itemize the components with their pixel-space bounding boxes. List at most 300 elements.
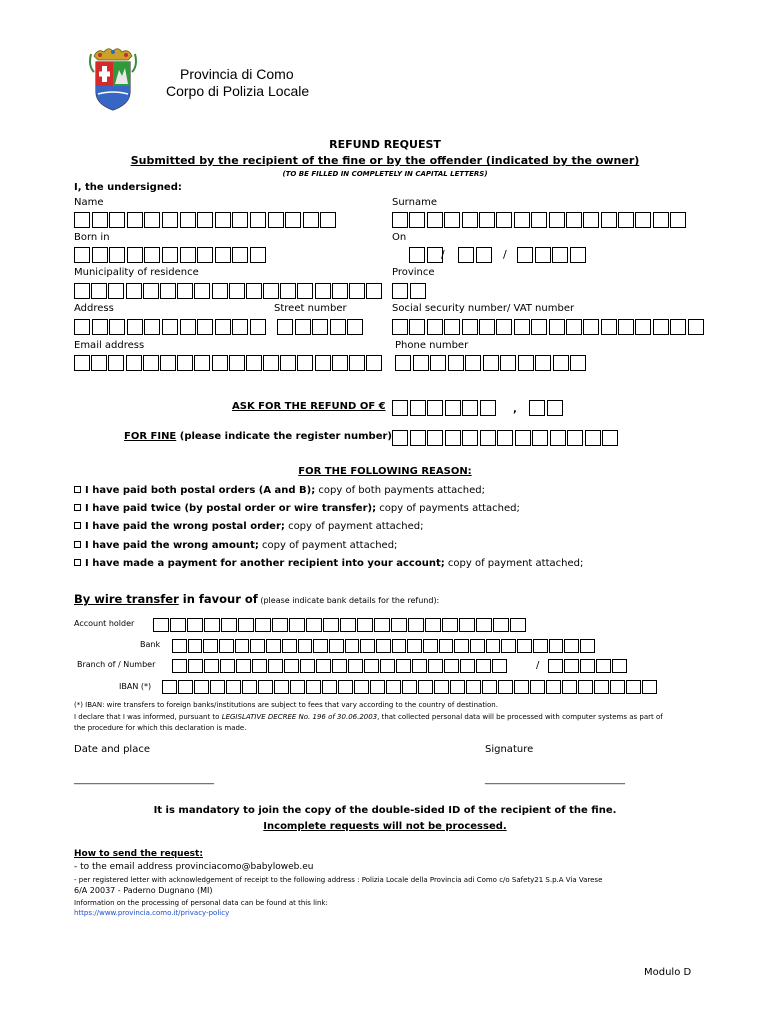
- ssn-boxes[interactable]: [392, 319, 704, 335]
- char-box[interactable]: [238, 618, 254, 632]
- char-box[interactable]: [229, 283, 245, 299]
- char-box[interactable]: [392, 319, 408, 335]
- char-box[interactable]: [306, 680, 321, 694]
- branch-number-boxes[interactable]: [548, 659, 627, 673]
- char-box[interactable]: [532, 430, 548, 446]
- char-box[interactable]: [315, 283, 331, 299]
- char-box[interactable]: [170, 618, 186, 632]
- char-box[interactable]: [272, 618, 288, 632]
- char-box[interactable]: [612, 659, 627, 673]
- char-box[interactable]: [670, 319, 686, 335]
- char-box[interactable]: [313, 639, 328, 653]
- char-box[interactable]: [450, 680, 465, 694]
- char-box[interactable]: [407, 639, 422, 653]
- char-box[interactable]: [535, 247, 551, 263]
- char-box[interactable]: [430, 355, 446, 371]
- char-box[interactable]: [483, 355, 499, 371]
- char-box[interactable]: [312, 319, 328, 335]
- char-box[interactable]: [226, 680, 241, 694]
- char-box[interactable]: [580, 639, 595, 653]
- char-box[interactable]: [162, 247, 178, 263]
- char-box[interactable]: [570, 247, 586, 263]
- char-box[interactable]: [601, 212, 617, 228]
- char-box[interactable]: [246, 355, 262, 371]
- char-box[interactable]: [295, 319, 311, 335]
- char-box[interactable]: [564, 639, 579, 653]
- char-box[interactable]: [332, 659, 347, 673]
- birth-day-boxes[interactable]: [409, 247, 443, 263]
- char-box[interactable]: [444, 319, 460, 335]
- char-box[interactable]: [601, 319, 617, 335]
- char-box[interactable]: [501, 639, 516, 653]
- char-box[interactable]: [188, 639, 203, 653]
- char-box[interactable]: [92, 319, 108, 335]
- char-box[interactable]: [374, 618, 390, 632]
- char-box[interactable]: [303, 212, 319, 228]
- char-box[interactable]: [232, 247, 248, 263]
- char-box[interactable]: [144, 247, 160, 263]
- char-box[interactable]: [594, 680, 609, 694]
- char-box[interactable]: [459, 618, 475, 632]
- char-box[interactable]: [635, 212, 651, 228]
- char-box[interactable]: [162, 319, 178, 335]
- char-box[interactable]: [109, 247, 125, 263]
- char-box[interactable]: [409, 247, 425, 263]
- char-box[interactable]: [439, 639, 454, 653]
- char-box[interactable]: [476, 659, 491, 673]
- char-box[interactable]: [250, 247, 266, 263]
- char-box[interactable]: [514, 319, 530, 335]
- char-box[interactable]: [618, 319, 634, 335]
- char-box[interactable]: [410, 430, 426, 446]
- char-box[interactable]: [410, 400, 426, 416]
- reason-1-checkbox[interactable]: [74, 486, 81, 493]
- char-box[interactable]: [480, 430, 496, 446]
- char-box[interactable]: [402, 680, 417, 694]
- char-box[interactable]: [126, 355, 142, 371]
- char-box[interactable]: [74, 355, 90, 371]
- char-box[interactable]: [282, 639, 297, 653]
- char-box[interactable]: [408, 618, 424, 632]
- char-box[interactable]: [515, 430, 531, 446]
- char-box[interactable]: [392, 430, 408, 446]
- birthplace-boxes[interactable]: [74, 247, 266, 263]
- char-box[interactable]: [180, 319, 196, 335]
- char-box[interactable]: [427, 212, 443, 228]
- char-box[interactable]: [263, 355, 279, 371]
- char-box[interactable]: [428, 659, 443, 673]
- reasons-title: FOR THE FOLLOWING REASON:: [298, 466, 472, 477]
- char-box[interactable]: [204, 618, 220, 632]
- char-box[interactable]: [395, 355, 411, 371]
- char-box[interactable]: [497, 430, 513, 446]
- char-box[interactable]: [92, 212, 108, 228]
- char-box[interactable]: [127, 212, 143, 228]
- surname-boxes[interactable]: [392, 212, 686, 228]
- char-box[interactable]: [448, 355, 464, 371]
- char-box[interactable]: [602, 430, 618, 446]
- char-box[interactable]: [578, 680, 593, 694]
- char-box[interactable]: [285, 212, 301, 228]
- reason-2[interactable]: [74, 503, 520, 514]
- char-box[interactable]: [298, 639, 313, 653]
- char-box[interactable]: [126, 283, 142, 299]
- char-box[interactable]: [549, 639, 564, 653]
- char-box[interactable]: [476, 247, 492, 263]
- char-box[interactable]: [427, 430, 443, 446]
- char-box[interactable]: [413, 355, 429, 371]
- char-box[interactable]: [357, 618, 373, 632]
- char-box[interactable]: [653, 212, 669, 228]
- char-box[interactable]: [380, 659, 395, 673]
- char-box[interactable]: [409, 319, 425, 335]
- char-box[interactable]: [585, 430, 601, 446]
- char-box[interactable]: [91, 355, 107, 371]
- char-box[interactable]: [289, 618, 305, 632]
- char-box[interactable]: [392, 283, 408, 299]
- char-box[interactable]: [255, 618, 271, 632]
- char-box[interactable]: [220, 659, 235, 673]
- iban-boxes[interactable]: [162, 680, 657, 694]
- bank-boxes[interactable]: [172, 639, 595, 653]
- char-box[interactable]: [392, 400, 408, 416]
- char-box[interactable]: [454, 639, 469, 653]
- char-box[interactable]: [143, 283, 159, 299]
- char-box[interactable]: [266, 639, 281, 653]
- char-box[interactable]: [235, 639, 250, 653]
- char-box[interactable]: [108, 283, 124, 299]
- char-box[interactable]: [462, 319, 478, 335]
- char-box[interactable]: [533, 639, 548, 653]
- char-box[interactable]: [550, 430, 566, 446]
- char-box[interactable]: [688, 319, 704, 335]
- char-box[interactable]: [108, 355, 124, 371]
- char-box[interactable]: [479, 319, 495, 335]
- char-box[interactable]: [180, 247, 196, 263]
- char-box[interactable]: [74, 319, 90, 335]
- char-box[interactable]: [392, 639, 407, 653]
- char-box[interactable]: [340, 618, 356, 632]
- char-box[interactable]: [177, 355, 193, 371]
- date-place-line[interactable]: ____________________________: [74, 774, 214, 785]
- address-boxes[interactable]: [74, 319, 266, 335]
- char-box[interactable]: [160, 355, 176, 371]
- char-box[interactable]: [143, 355, 159, 371]
- account-holder-boxes[interactable]: [153, 618, 526, 632]
- char-box[interactable]: [91, 283, 107, 299]
- char-box[interactable]: [442, 618, 458, 632]
- char-box[interactable]: [486, 639, 501, 653]
- char-box[interactable]: [347, 319, 363, 335]
- char-box[interactable]: [127, 319, 143, 335]
- char-box[interactable]: [280, 355, 296, 371]
- char-box[interactable]: [549, 319, 565, 335]
- char-box[interactable]: [172, 659, 187, 673]
- char-box[interactable]: [180, 212, 196, 228]
- char-box[interactable]: [127, 247, 143, 263]
- char-box[interactable]: [144, 212, 160, 228]
- reason-1-rest: copy of both payments attached;: [315, 485, 485, 496]
- phone-boxes[interactable]: [395, 355, 586, 371]
- on-label: On: [392, 232, 407, 243]
- char-box[interactable]: [215, 319, 231, 335]
- char-box[interactable]: [610, 680, 625, 694]
- char-box[interactable]: [284, 659, 299, 673]
- privacy-policy-link[interactable]: https://www.provincia.como.it/privacy-policy: [74, 909, 230, 917]
- char-box[interactable]: [427, 400, 443, 416]
- char-box[interactable]: [338, 680, 353, 694]
- char-box[interactable]: [250, 319, 266, 335]
- char-box[interactable]: [162, 212, 178, 228]
- char-box[interactable]: [360, 639, 375, 653]
- char-box[interactable]: [492, 659, 507, 673]
- char-box[interactable]: [392, 212, 408, 228]
- char-box[interactable]: [370, 680, 385, 694]
- char-box[interactable]: [460, 659, 475, 673]
- char-box[interactable]: [462, 400, 478, 416]
- char-box[interactable]: [635, 319, 651, 335]
- char-box[interactable]: [564, 659, 579, 673]
- char-box[interactable]: [496, 212, 512, 228]
- char-box[interactable]: [329, 639, 344, 653]
- char-box[interactable]: [348, 659, 363, 673]
- char-box[interactable]: [626, 680, 641, 694]
- province-boxes[interactable]: [392, 283, 426, 299]
- char-box[interactable]: [188, 659, 203, 673]
- char-box[interactable]: [465, 355, 481, 371]
- reason-3-checkbox[interactable]: [74, 522, 81, 529]
- char-box[interactable]: [496, 319, 512, 335]
- char-box[interactable]: [567, 430, 583, 446]
- char-box[interactable]: [493, 618, 509, 632]
- char-box[interactable]: [162, 680, 177, 694]
- char-box[interactable]: [197, 319, 213, 335]
- char-box[interactable]: [316, 659, 331, 673]
- char-box[interactable]: [297, 355, 313, 371]
- char-box[interactable]: [566, 319, 582, 335]
- char-box[interactable]: [547, 400, 563, 416]
- char-box[interactable]: [280, 283, 296, 299]
- char-box[interactable]: [330, 319, 346, 335]
- fine-number-boxes[interactable]: [392, 430, 618, 446]
- char-box[interactable]: [462, 212, 478, 228]
- char-box[interactable]: [517, 639, 532, 653]
- char-box[interactable]: [566, 212, 582, 228]
- char-box[interactable]: [364, 659, 379, 673]
- char-box[interactable]: [458, 247, 474, 263]
- char-box[interactable]: [236, 659, 251, 673]
- char-box[interactable]: [203, 639, 218, 653]
- char-box[interactable]: [535, 355, 551, 371]
- municipality-boxes[interactable]: [74, 283, 382, 299]
- char-box[interactable]: [263, 283, 279, 299]
- char-box[interactable]: [445, 400, 461, 416]
- char-box[interactable]: [530, 680, 545, 694]
- char-box[interactable]: [297, 283, 313, 299]
- char-box[interactable]: [514, 212, 530, 228]
- reason-4-checkbox[interactable]: [74, 541, 81, 548]
- char-box[interactable]: [74, 212, 90, 228]
- char-box[interactable]: [427, 319, 443, 335]
- char-box[interactable]: [250, 639, 265, 653]
- char-box[interactable]: [425, 618, 441, 632]
- char-box[interactable]: [482, 680, 497, 694]
- char-box[interactable]: [242, 680, 257, 694]
- char-box[interactable]: [109, 319, 125, 335]
- char-box[interactable]: [258, 680, 273, 694]
- char-box[interactable]: [290, 680, 305, 694]
- char-box[interactable]: [412, 659, 427, 673]
- char-box[interactable]: [194, 355, 210, 371]
- char-box[interactable]: [476, 618, 492, 632]
- char-box[interactable]: [444, 659, 459, 673]
- privacy-text-a: I declare that I was informed, pursuant to: [74, 713, 222, 721]
- char-box[interactable]: [529, 400, 545, 416]
- char-box[interactable]: [74, 283, 90, 299]
- char-box[interactable]: [653, 319, 669, 335]
- name-boxes[interactable]: [74, 212, 336, 228]
- refund-cents-boxes[interactable]: [529, 400, 563, 416]
- char-box[interactable]: [332, 355, 348, 371]
- char-box[interactable]: [300, 659, 315, 673]
- char-box[interactable]: [618, 212, 634, 228]
- char-box[interactable]: [552, 247, 568, 263]
- char-box[interactable]: [409, 212, 425, 228]
- street-number-boxes[interactable]: [277, 319, 363, 335]
- char-box[interactable]: [177, 283, 193, 299]
- char-box[interactable]: [232, 319, 248, 335]
- char-box[interactable]: [172, 639, 187, 653]
- char-box[interactable]: [546, 680, 561, 694]
- char-box[interactable]: [178, 680, 193, 694]
- char-box[interactable]: [221, 618, 237, 632]
- char-box[interactable]: [642, 680, 657, 694]
- char-box[interactable]: [250, 212, 266, 228]
- birth-year-boxes[interactable]: [517, 247, 586, 263]
- char-box[interactable]: [396, 659, 411, 673]
- char-box[interactable]: [470, 639, 485, 653]
- char-box[interactable]: [268, 212, 284, 228]
- char-box[interactable]: [518, 355, 534, 371]
- char-box[interactable]: [320, 212, 336, 228]
- char-box[interactable]: [215, 247, 231, 263]
- char-box[interactable]: [366, 283, 382, 299]
- email-boxes[interactable]: [74, 355, 382, 371]
- char-box[interactable]: [349, 355, 365, 371]
- char-box[interactable]: [274, 680, 289, 694]
- char-box[interactable]: [531, 319, 547, 335]
- char-box[interactable]: [160, 283, 176, 299]
- char-box[interactable]: [434, 680, 449, 694]
- iban-label: IBAN (*): [119, 682, 152, 691]
- char-box[interactable]: [410, 283, 426, 299]
- char-box[interactable]: [479, 212, 495, 228]
- reason-4[interactable]: [74, 540, 397, 551]
- char-box[interactable]: [187, 618, 203, 632]
- reason-5-bold: I have made a payment for another recipient into your account;: [85, 558, 445, 569]
- char-box[interactable]: [194, 283, 210, 299]
- char-box[interactable]: [345, 639, 360, 653]
- char-box[interactable]: [354, 680, 369, 694]
- char-box[interactable]: [194, 680, 209, 694]
- char-box[interactable]: [332, 283, 348, 299]
- char-box[interactable]: [445, 430, 461, 446]
- char-box[interactable]: [596, 659, 611, 673]
- reason-2-checkbox[interactable]: [74, 504, 81, 511]
- char-box[interactable]: [197, 212, 213, 228]
- char-box[interactable]: [583, 212, 599, 228]
- char-box[interactable]: [466, 680, 481, 694]
- refund-euro-boxes[interactable]: [392, 400, 496, 416]
- char-box[interactable]: [531, 212, 547, 228]
- char-box[interactable]: [349, 283, 365, 299]
- char-box[interactable]: [549, 212, 565, 228]
- char-box[interactable]: [306, 618, 322, 632]
- char-box[interactable]: [500, 355, 516, 371]
- char-box[interactable]: [514, 680, 529, 694]
- char-box[interactable]: [315, 355, 331, 371]
- char-box[interactable]: [210, 680, 225, 694]
- char-box[interactable]: [212, 355, 228, 371]
- char-box[interactable]: [670, 212, 686, 228]
- reason-3[interactable]: [74, 521, 423, 532]
- char-box[interactable]: [548, 659, 563, 673]
- char-box[interactable]: [462, 430, 478, 446]
- char-box[interactable]: [212, 283, 228, 299]
- char-box[interactable]: [229, 355, 245, 371]
- char-box[interactable]: [444, 212, 460, 228]
- char-box[interactable]: [366, 355, 382, 371]
- char-box[interactable]: [144, 319, 160, 335]
- reason-5[interactable]: [74, 558, 583, 569]
- char-box[interactable]: [323, 618, 339, 632]
- char-box[interactable]: [204, 659, 219, 673]
- char-box[interactable]: [376, 639, 391, 653]
- char-box[interactable]: [553, 355, 569, 371]
- char-box[interactable]: [386, 680, 401, 694]
- char-box[interactable]: [268, 659, 283, 673]
- char-box[interactable]: [215, 212, 231, 228]
- char-box[interactable]: [252, 659, 267, 673]
- char-box[interactable]: [510, 618, 526, 632]
- char-box[interactable]: [92, 247, 108, 263]
- reason-1[interactable]: [74, 485, 485, 496]
- char-box[interactable]: [74, 247, 90, 263]
- char-box[interactable]: [232, 212, 248, 228]
- char-box[interactable]: [517, 247, 533, 263]
- char-box[interactable]: [197, 247, 213, 263]
- char-box[interactable]: [219, 639, 234, 653]
- char-box[interactable]: [418, 680, 433, 694]
- char-box[interactable]: [423, 639, 438, 653]
- reason-5-checkbox[interactable]: [74, 559, 81, 566]
- char-box[interactable]: [580, 659, 595, 673]
- char-box[interactable]: [562, 680, 577, 694]
- char-box[interactable]: [109, 212, 125, 228]
- char-box[interactable]: [480, 400, 496, 416]
- char-box[interactable]: [498, 680, 513, 694]
- char-box[interactable]: [246, 283, 262, 299]
- char-box[interactable]: [583, 319, 599, 335]
- char-box[interactable]: [570, 355, 586, 371]
- char-box[interactable]: [153, 618, 169, 632]
- char-box[interactable]: [391, 618, 407, 632]
- char-box[interactable]: [277, 319, 293, 335]
- branch-boxes[interactable]: [172, 659, 507, 673]
- signature-line[interactable]: ____________________________: [485, 774, 625, 785]
- char-box[interactable]: [322, 680, 337, 694]
- birth-month-boxes[interactable]: [458, 247, 492, 263]
